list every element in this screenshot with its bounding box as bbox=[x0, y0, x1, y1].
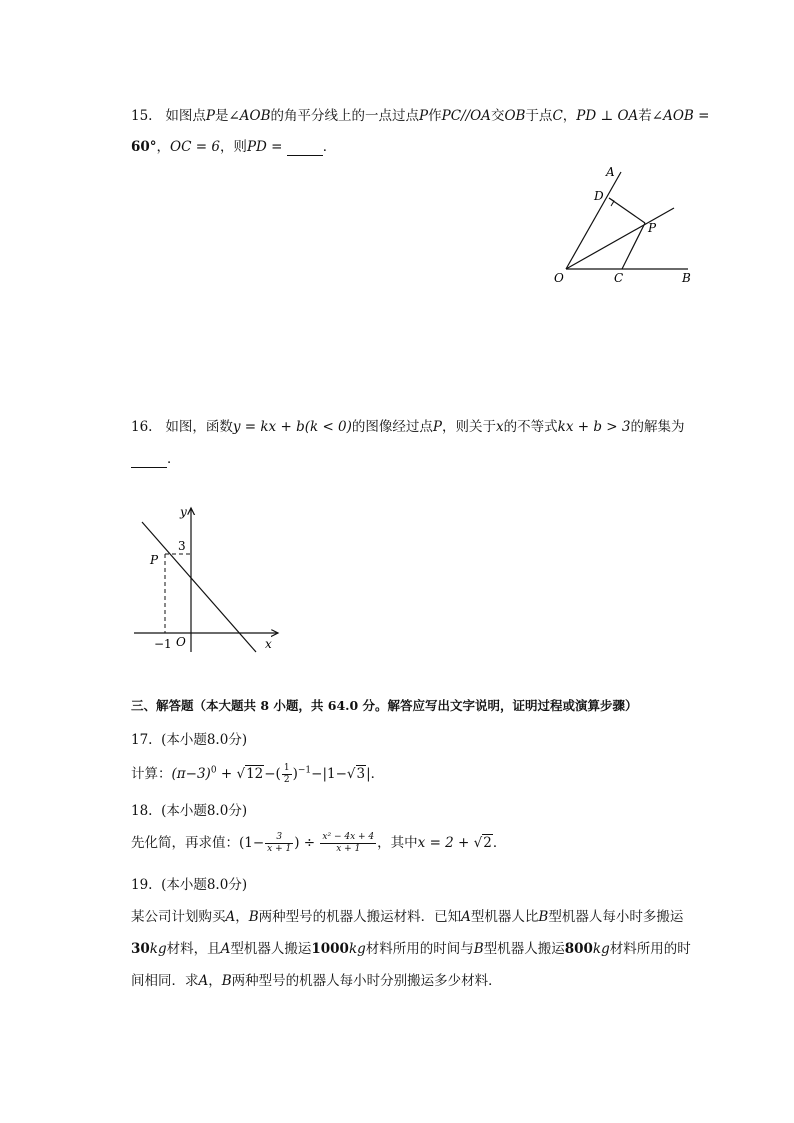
q16-line1: 16. 如图，函数y = kx + b(k < 0)的图像经过点P，则关于x的不等式kx + b > 3的解集为 bbox=[131, 419, 685, 435]
label-o: O bbox=[554, 271, 564, 285]
label-d: D bbox=[594, 189, 604, 203]
q18-header: 18. (本小题8.0分) bbox=[131, 803, 248, 819]
bisector-op bbox=[566, 208, 674, 269]
segment-pc bbox=[622, 223, 645, 269]
q19-header: 19. (本小题8.0分) bbox=[131, 877, 248, 893]
q15-figure bbox=[548, 160, 698, 290]
label-b: B bbox=[682, 271, 691, 285]
label-neg1: −1 bbox=[154, 637, 172, 651]
q19-line2: 30kg材料，且A型机器人搬运1000kg材料所用的时间与B型机器人搬运800kg材料所用的时 bbox=[131, 941, 691, 957]
q19-line1: 某公司计划购买A，B两种型号的机器人搬运材料．已知A型机器人比B型机器人每小时多搬运 bbox=[131, 909, 684, 925]
q17-header: 17. (本小题8.0分) bbox=[131, 732, 248, 748]
ray-oa bbox=[566, 172, 621, 269]
q15-number: 15. bbox=[131, 108, 153, 124]
label-a: A bbox=[606, 165, 615, 179]
label-o: O bbox=[176, 635, 186, 649]
label-3: 3 bbox=[178, 539, 186, 553]
label-c: C bbox=[614, 271, 624, 285]
q16-number: 16. bbox=[131, 419, 153, 435]
q15-line2: 60°，OC = 6，则PD = ． bbox=[131, 139, 337, 155]
answer-blank[interactable] bbox=[131, 451, 167, 468]
section-heading: 三、解答题（本大题共 8 小题，共 64.0 分。解答应写出文字说明，证明过程或演算步骤） bbox=[131, 698, 638, 713]
q19-line3: 间相同．求A，B两种型号的机器人每小时分别搬运多少材料． bbox=[131, 973, 502, 989]
label-y: y bbox=[180, 505, 187, 519]
label-p: P bbox=[648, 221, 657, 235]
label-x: x bbox=[265, 637, 272, 651]
q15-line1: 15. 如图点P是∠AOB的角平分线上的一点过点P作PC//OA交OB于点C，PD ⊥ OA若∠AOB = bbox=[131, 108, 710, 124]
q17-expression: 计算：$(\pi-3)^0 + √12-$( $\frac{1}{2}$ )$^{-1}$−|1−√3|． bbox=[131, 763, 385, 785]
q16-line2: ． bbox=[131, 447, 181, 468]
q18-expression: 先化简，再求值：(1− $\frac{3}{x + 1}$ ) ÷ $\frac{\text{x² − 4x + 4}}{x + 1}$ ，其中x = 2 + √2． bbox=[131, 832, 507, 854]
q16-figure bbox=[128, 500, 288, 660]
answer-blank[interactable] bbox=[287, 139, 323, 156]
label-p: P bbox=[150, 553, 159, 567]
segment-pd bbox=[609, 198, 645, 223]
